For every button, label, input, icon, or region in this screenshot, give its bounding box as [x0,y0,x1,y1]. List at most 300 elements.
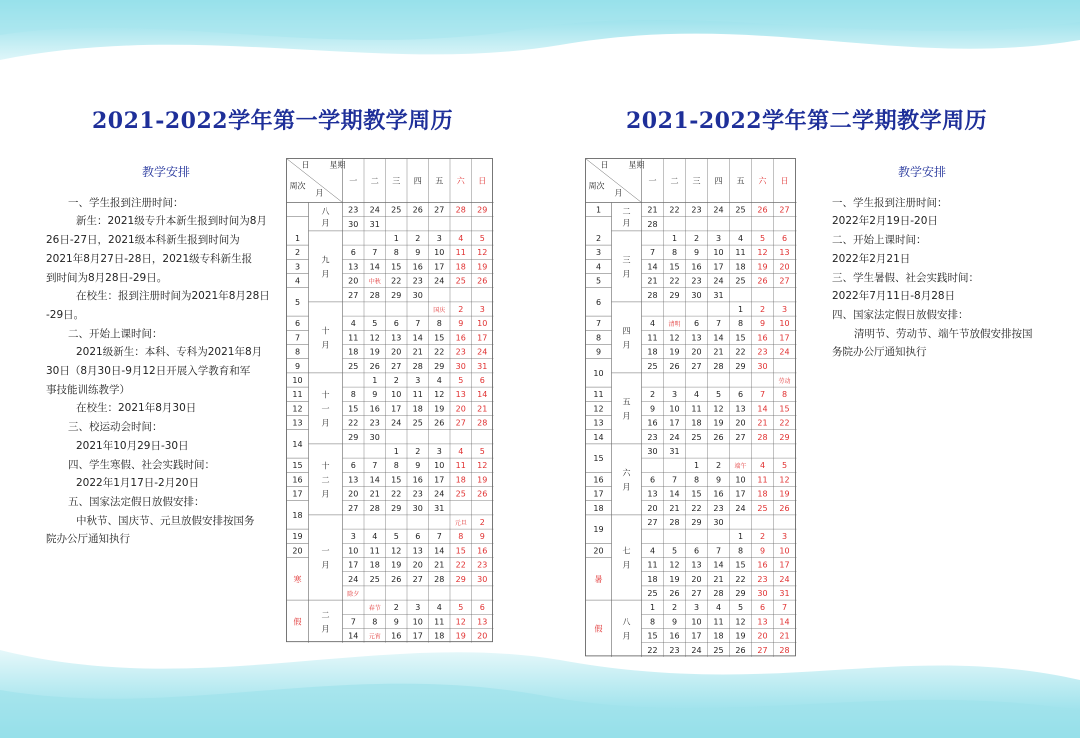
day-cell: 2 [415,234,421,243]
calendar-table-second [585,158,797,658]
header-yue: 月 [614,188,623,198]
day-cell: 22 [735,347,746,357]
day-cell: 25 [647,361,658,371]
day-cell: 8 [393,461,399,471]
week-number: 7 [294,333,301,343]
schedule-line: 清明节、劳动节、端午节放假安排按国 [854,327,1033,340]
week-number: 5 [294,297,301,307]
week-number: 17 [292,489,303,499]
day-cell: 18 [735,262,746,272]
day-cell: 除夕 [347,591,360,598]
day-cell: 3 [693,603,700,613]
day-cell: 8 [693,475,700,485]
day-cell: 3 [350,532,356,542]
day-cell: 清明 [668,321,681,329]
day-cell: 10 [434,248,445,258]
day-cell: 12 [434,390,445,400]
day-cell: 13 [735,404,746,414]
day-cell: 2 [393,603,399,613]
day-cell: 13 [391,333,402,343]
day-cell: 26 [412,205,423,215]
day-cell: 22 [434,347,445,357]
day-cell: 25 [369,574,380,584]
day-cell: 31 [434,503,445,513]
header-xingqi: 星期 [329,160,346,170]
day-cell: 19 [757,262,768,272]
week-number: 3 [595,248,602,258]
day-cell: 6 [781,234,788,243]
day-cell: 4 [649,546,656,556]
day-cell: 29 [477,205,488,215]
day-cell: 6 [393,319,399,329]
day-cell: 6 [415,532,421,542]
day-cell: 28 [369,290,380,300]
day-cell: 29 [735,361,746,371]
day-cell: 6 [350,461,356,471]
day-cell: 27 [691,361,702,371]
month-label: 十月 [321,326,330,350]
day-cell: 11 [647,560,658,570]
day-cell: 11 [348,333,359,343]
day-cell: 27 [779,276,790,286]
day-cell: 21 [477,404,488,414]
day-cell: 22 [391,489,402,499]
day-cell: 21 [779,631,790,641]
day-cell: 3 [479,305,485,314]
schedule-line: 一、学生报到注册时间： [832,196,948,209]
day-cell: 3 [415,376,421,385]
day-cell: 7 [350,617,356,627]
day-cell: 23 [713,503,724,513]
schedule-line: 到时间为8月28日-29日。 [46,271,168,284]
month-label: 八月 [622,617,631,641]
day-cell: 6 [479,376,485,385]
day-cell: 15 [348,404,359,414]
header-day-6: 日 [478,176,487,186]
week-number: 8 [595,333,602,343]
day-cell: 13 [455,390,466,400]
day-cell: 7 [715,546,722,556]
day-cell: 9 [458,319,464,329]
day-cell: 29 [348,432,359,442]
day-cell: 25 [647,589,658,598]
day-cell: 6 [759,603,766,613]
schedule-line: 2022年7月11日-8月28日 [832,290,956,303]
week-number: 10 [292,376,303,385]
day-cell: 5 [671,546,678,556]
day-cell: 13 [779,248,790,258]
schedule-line: 二、开始上课时间： [832,234,927,247]
day-cell: 19 [669,347,680,357]
schedule-line: 新生：2021级专升本新生报到时间为8月 [76,215,267,228]
day-cell: 22 [779,418,790,428]
day-cell: 29 [779,432,790,442]
day-cell: 29 [691,518,702,527]
day-cell: 30 [369,432,380,442]
day-cell: 19 [735,631,746,641]
day-cell: 14 [669,489,680,499]
day-cell: 7 [372,248,378,258]
month-label: 十一月 [321,390,330,428]
day-cell: 16 [455,333,466,343]
day-cell: 16 [369,404,380,414]
day-cell: 5 [737,603,744,613]
day-cell: 2 [759,305,766,314]
month-label: 五月 [622,397,631,421]
day-cell: 11 [691,404,702,414]
day-cell: 28 [477,418,488,428]
day-cell: 1 [737,532,744,542]
day-cell: 29 [434,361,445,371]
schedule-line: -29日。 [46,308,85,321]
day-cell: 元宵 [368,633,381,641]
week-number: 11 [593,390,604,400]
week-number: 19 [593,525,604,535]
day-cell: 15 [455,546,466,556]
day-cell: 28 [369,503,380,513]
day-cell: 1 [393,234,399,243]
day-cell: 27 [412,574,423,584]
day-cell: 26 [669,589,680,598]
day-cell: 24 [391,418,402,428]
day-cell: 14 [434,546,445,556]
day-cell: 25 [412,418,423,428]
day-cell: 17 [434,262,445,272]
day-cell: 5 [715,390,722,400]
schedule-line: 二、开始上课时间： [68,327,163,340]
schedule-line: 2021级新生：本科、专科为2021年8月 [76,346,263,359]
day-cell: 16 [412,262,423,272]
day-cell: 26 [391,574,402,584]
day-cell: 17 [348,560,359,570]
day-cell: 9 [649,404,656,414]
day-cell: 25 [735,276,746,286]
day-cell: 12 [477,461,488,471]
day-cell: 23 [412,276,423,286]
day-cell: 19 [713,418,724,428]
schedule-line: 三、学生暑假、社会实践时间： [832,271,979,284]
day-cell: 29 [391,503,402,513]
week-number: 17 [593,489,604,499]
day-cell: 9 [693,248,700,258]
day-cell: 1 [393,447,399,456]
day-cell: 5 [479,447,485,456]
day-cell: 22 [391,276,402,286]
day-cell: 5 [458,376,464,385]
day-cell: 13 [348,262,359,272]
day-cell: 23 [348,205,359,215]
day-cell: 8 [649,617,656,627]
week-number: 18 [292,510,303,520]
schedule-line: 2022年1月17日-2月20日 [76,477,200,490]
header-day-2: 三 [692,176,701,186]
day-cell: 14 [369,475,380,485]
day-cell: 16 [391,631,402,641]
day-cell: 27 [455,418,466,428]
day-cell: 9 [759,546,766,556]
day-cell: 11 [412,390,423,400]
day-cell: 27 [434,205,445,215]
week-number: 9 [294,361,301,371]
day-cell: 春节 [368,605,381,613]
day-cell: 8 [671,248,678,258]
day-cell: 23 [757,347,768,357]
day-cell: 13 [757,617,768,627]
day-cell: 4 [436,376,442,385]
day-cell: 24 [477,347,488,357]
day-cell: 20 [647,503,658,513]
day-cell: 28 [713,589,724,598]
day-cell: 9 [372,390,378,400]
day-cell: 20 [779,262,790,272]
week-number: 16 [292,475,303,485]
day-cell: 7 [649,248,656,258]
day-cell: 3 [781,305,788,314]
week-number: 4 [595,262,602,272]
header-zhouci: 周次 [289,181,306,191]
schedule-line: 2022年2月21日 [832,252,911,265]
day-cell: 12 [477,248,488,258]
day-cell: 12 [455,617,466,627]
week-number: 7 [595,319,602,329]
day-cell: 25 [348,361,359,371]
day-cell: 25 [735,205,746,215]
day-cell: 8 [393,248,399,258]
day-cell: 8 [737,319,744,329]
header-yue: 月 [315,188,324,198]
schedule-line: 四、国家法定假日放假安排： [832,308,969,321]
day-cell: 15 [391,262,402,272]
schedule-line: 四、学生寒假、社会实践时间： [68,458,215,471]
day-cell: 26 [477,489,488,499]
day-cell: 12 [669,560,680,570]
day-cell: 13 [691,560,702,570]
day-cell: 30 [477,574,488,584]
day-cell: 1 [737,305,744,314]
week-number: 6 [294,319,301,329]
day-cell: 29 [391,290,402,300]
schedule-line: 30日（8月30日-9月12日开展入学教育和军 [46,365,251,378]
header-day-3: 四 [413,176,422,186]
day-cell: 7 [759,390,766,400]
day-cell: 21 [713,574,724,584]
day-cell: 28 [779,645,790,655]
day-cell: 2 [715,461,722,471]
day-cell: 14 [412,333,423,343]
week-number: 暑 [594,574,603,584]
month-label: 二月 [622,207,631,228]
day-cell: 8 [436,319,442,329]
month-label: 十二月 [321,461,330,499]
page-title-second-semester: 2021-2022学年第二学期教学周历 [626,108,988,134]
day-cell: 12 [735,617,746,627]
day-cell: 4 [458,447,464,456]
day-cell: 10 [735,475,746,485]
day-cell: 20 [455,404,466,414]
day-cell: 18 [369,560,380,570]
day-cell: 18 [455,262,466,272]
day-cell: 28 [434,574,445,584]
month-label: 四月 [622,326,631,350]
day-cell: 25 [391,205,402,215]
day-cell: 5 [479,234,485,243]
day-cell: 17 [391,404,402,414]
day-cell: 4 [737,234,744,243]
day-cell: 14 [348,631,359,641]
day-cell: 23 [669,645,680,655]
day-cell: 10 [713,248,724,258]
day-cell: 9 [715,475,722,485]
day-cell: 31 [779,589,790,598]
day-cell: 19 [369,347,380,357]
day-cell: 29 [669,290,680,300]
day-cell: 17 [779,560,790,570]
day-cell: 24 [713,276,724,286]
day-cell: 27 [757,645,768,655]
day-cell: 30 [757,361,768,371]
day-cell: 18 [455,475,466,485]
day-cell: 21 [434,560,445,570]
day-cell: 30 [647,447,658,456]
day-cell: 27 [779,205,790,215]
week-number: 1 [595,205,602,215]
schedule-line: 务院办公厅通知执行 [832,346,927,359]
day-cell: 25 [713,645,724,655]
day-cell: 2 [759,532,766,542]
day-cell: 27 [391,361,402,371]
day-cell: 7 [415,319,421,329]
day-cell: 23 [691,276,702,286]
week-number: 16 [593,475,604,485]
day-cell: 4 [759,461,766,471]
week-number: 15 [593,454,604,464]
header-day-3: 四 [714,176,723,186]
schedule-line: 一、学生报到注册时间： [68,196,184,209]
day-cell: 31 [713,290,724,300]
schedule-line: 院办公厅通知执行 [46,533,130,546]
header-day-0: 一 [349,176,358,186]
day-cell: 23 [412,489,423,499]
month-label: 二月 [321,610,330,634]
day-cell: 6 [737,390,744,400]
day-cell: 10 [779,546,790,556]
schedule-line: 在校生：2021年8月30日 [76,402,197,415]
day-cell: 元旦 [454,520,467,527]
day-cell: 8 [372,617,378,627]
header-day-0: 一 [648,176,657,186]
week-number: 13 [593,418,604,428]
day-cell: 22 [647,645,658,655]
day-cell: 16 [412,475,423,485]
day-cell: 7 [436,532,442,542]
day-cell: 23 [647,432,658,442]
header-day-1: 二 [670,176,679,186]
day-cell: 1 [649,603,656,613]
day-cell: 13 [477,617,488,627]
day-cell: 28 [647,290,658,300]
week-number: 18 [593,503,604,513]
day-cell: 14 [647,262,658,272]
day-cell: 30 [455,361,466,371]
day-cell: 20 [691,347,702,357]
day-cell: 10 [477,319,488,329]
day-cell: 11 [455,248,466,258]
day-cell: 9 [393,617,399,627]
header-day-2: 三 [392,176,401,186]
day-cell: 劳动 [778,378,791,385]
day-cell: 26 [669,361,680,371]
day-cell: 9 [479,532,485,542]
day-cell: 6 [693,546,700,556]
day-cell: 19 [477,475,488,485]
day-cell: 15 [735,333,746,343]
day-cell: 18 [348,347,359,357]
day-cell: 7 [372,461,378,471]
schedule-line: 2022年2月19日-20日 [832,215,938,228]
day-cell: 30 [713,518,724,527]
day-cell: 25 [455,489,466,499]
day-cell: 16 [477,546,488,556]
day-cell: 22 [735,574,746,584]
day-cell: 27 [348,503,359,513]
day-cell: 24 [779,574,790,584]
day-cell: 12 [713,404,724,414]
day-cell: 20 [412,560,423,570]
header-zhouci: 周次 [588,181,605,191]
month-label: 一月 [321,546,330,570]
day-cell: 1 [671,234,678,243]
day-cell: 2 [458,305,464,314]
day-cell: 19 [434,404,445,414]
day-cell: 14 [477,390,488,400]
day-cell: 17 [477,333,488,343]
week-number: 5 [595,276,602,286]
day-cell: 3 [436,234,442,243]
day-cell: 26 [735,645,746,655]
day-cell: 27 [647,518,658,527]
day-cell: 14 [757,404,768,414]
day-cell: 8 [737,546,744,556]
schedule-line: 三、校运动会时间： [68,421,163,434]
day-cell: 6 [479,603,485,613]
day-cell: 12 [391,546,402,556]
week-number: 4 [294,276,301,286]
day-cell: 31 [669,447,680,456]
day-cell: 8 [458,532,464,542]
day-cell: 27 [735,432,746,442]
day-cell: 28 [757,432,768,442]
day-cell: 3 [671,390,678,400]
day-cell: 18 [647,574,658,584]
day-cell: 17 [713,262,724,272]
day-cell: 4 [350,319,356,329]
day-cell: 28 [455,205,466,215]
day-cell: 6 [649,475,656,485]
day-cell: 30 [348,219,359,229]
day-cell: 11 [455,461,466,471]
day-cell: 22 [669,276,680,286]
day-cell: 20 [735,418,746,428]
day-cell: 12 [757,248,768,258]
day-cell: 10 [779,319,790,329]
week-number: 6 [595,297,602,307]
day-cell: 国庆 [433,307,446,314]
day-cell: 19 [669,574,680,584]
day-cell: 12 [779,475,790,485]
day-cell: 26 [369,361,380,371]
day-cell: 18 [412,404,423,414]
day-cell: 5 [393,532,399,542]
